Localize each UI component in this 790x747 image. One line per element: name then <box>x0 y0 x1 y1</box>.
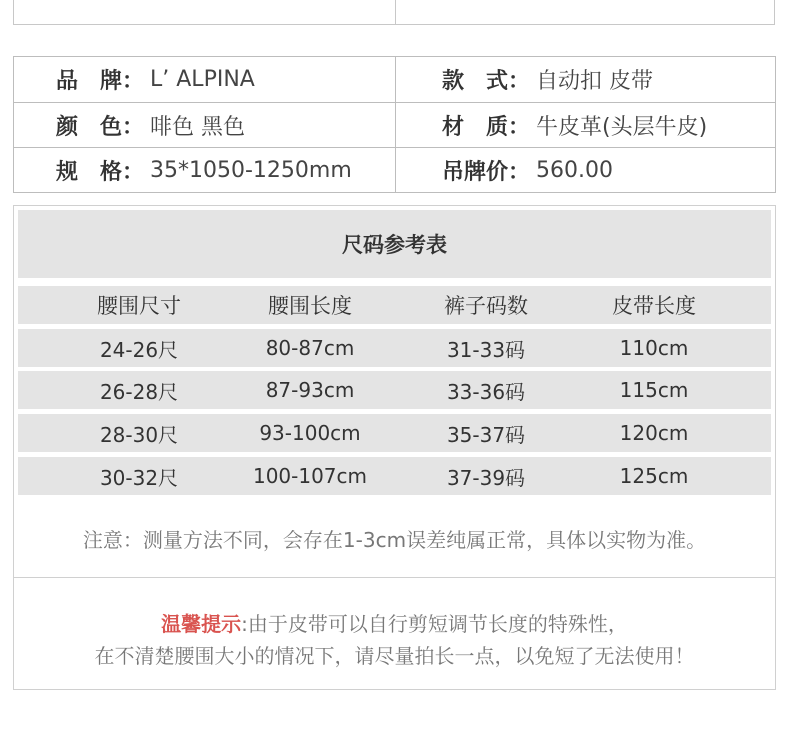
top-table-fragment <box>13 0 775 25</box>
spec-label-brand: 品 牌： <box>56 69 145 94</box>
spec-right-cell <box>442 103 707 148</box>
cell-waist-length: 100-107cm <box>252 464 368 488</box>
spec-row <box>14 102 775 148</box>
spec-right-cell <box>442 148 613 193</box>
column-divider <box>395 57 396 102</box>
spec-value-style: 自动扣 皮带 <box>536 69 654 94</box>
section-divider <box>14 577 775 578</box>
spec-row <box>14 147 775 193</box>
cell-belt-length: 115cm <box>619 378 689 402</box>
cell-pants-size: 33-36码 <box>446 379 526 404</box>
tip-heading: 温馨提示 <box>161 612 242 636</box>
column-divider <box>395 103 396 148</box>
spec-right-cell <box>442 57 653 102</box>
cell-pants-size: 37-39码 <box>446 465 526 490</box>
measurement-note: 注意：测量方法不同，会存在1-3cm误差纯属正常，具体以实物为准。 <box>82 528 707 552</box>
cell-waist-length: 80-87cm <box>265 336 355 360</box>
size-chart-title: 尺码参考表 <box>18 210 771 278</box>
header-waist-size: 腰围尺寸 <box>97 294 181 318</box>
spec-label-size: 规 格： <box>56 160 145 185</box>
column-divider <box>395 0 396 24</box>
spec-value-material: 牛皮革(头层牛皮) <box>536 115 708 140</box>
table-row <box>18 457 771 495</box>
cell-belt-length: 125cm <box>619 464 689 488</box>
spec-label-color: 颜 色： <box>56 115 145 140</box>
tip-line-1-text: :由于皮带可以自行剪短调节长度的特殊性， <box>241 612 628 636</box>
header-waist-length: 腰围长度 <box>268 294 352 318</box>
size-chart <box>13 205 776 690</box>
cell-waist-size: 24-26尺 <box>99 337 179 362</box>
spec-label-price: 吊牌价： <box>442 160 531 185</box>
table-row <box>18 329 771 367</box>
cell-waist-size: 26-28尺 <box>99 379 179 404</box>
size-chart-header-row <box>18 286 771 324</box>
spec-value-price: 560.00 <box>536 158 613 183</box>
header-belt-length: 皮带长度 <box>612 294 696 318</box>
header-pants-size: 裤子码数 <box>444 294 528 318</box>
cell-belt-length: 110cm <box>619 336 689 360</box>
tip-line-2: 在不清楚腰围大小的情况下，请尽量拍长一点，以免短了无法使用！ <box>94 644 695 668</box>
spec-value-brand: L’ ALPINA <box>150 67 255 92</box>
spec-value-color: 啡色 黑色 <box>150 115 246 140</box>
spec-label-material: 材 质： <box>442 115 531 140</box>
spec-left-cell <box>56 148 352 193</box>
cell-pants-size: 31-33码 <box>446 337 526 362</box>
spec-table <box>13 56 776 193</box>
cell-pants-size: 35-37码 <box>446 422 526 447</box>
table-row <box>18 371 771 409</box>
spec-value-size: 35*1050-1250mm <box>150 158 352 183</box>
spec-row <box>14 57 775 102</box>
cell-waist-length: 93-100cm <box>259 421 361 445</box>
cell-belt-length: 120cm <box>619 421 689 445</box>
table-row <box>18 414 771 452</box>
cell-waist-size: 30-32尺 <box>99 465 179 490</box>
spec-left-cell <box>56 103 245 148</box>
spec-label-style: 款 式： <box>442 69 531 94</box>
spec-left-cell <box>56 57 255 102</box>
cell-waist-length: 87-93cm <box>265 378 355 402</box>
tip-line-1 <box>14 608 775 637</box>
cell-waist-size: 28-30尺 <box>99 422 179 447</box>
column-divider <box>395 148 396 193</box>
